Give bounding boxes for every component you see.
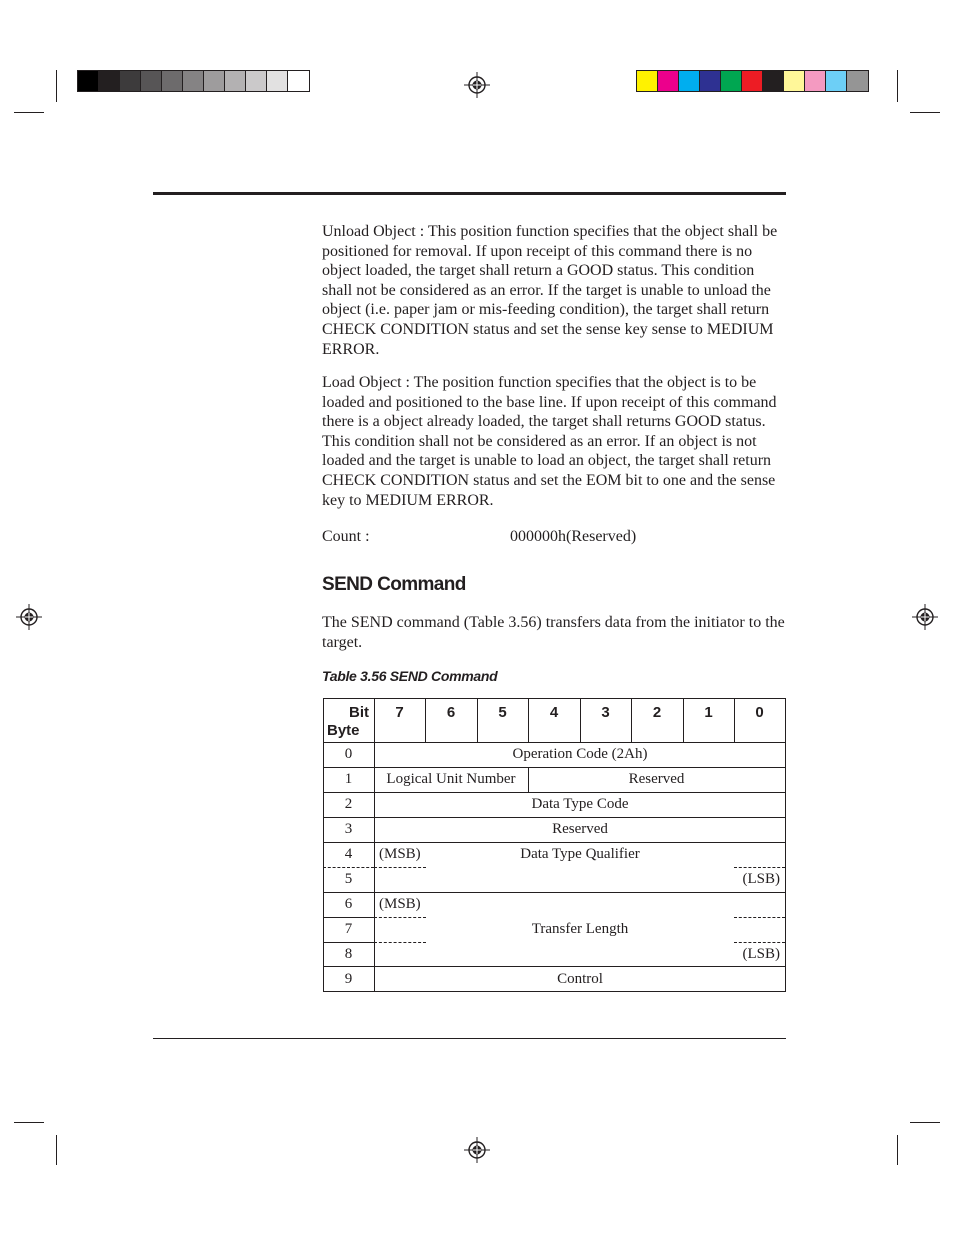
byte-number: 8 <box>344 946 353 962</box>
registration-mark-icon <box>464 1137 490 1163</box>
bit-header: 2 <box>652 704 662 721</box>
color-swatch <box>784 71 805 91</box>
crop-mark <box>14 1122 44 1123</box>
registration-mark-icon <box>912 604 938 630</box>
color-swatch <box>721 71 742 91</box>
byte-number: 4 <box>344 846 353 862</box>
color-swatch <box>763 71 784 91</box>
transfer-length-cell: Transfer Length <box>531 921 629 937</box>
color-swatch <box>700 71 721 91</box>
byte-number: 6 <box>344 896 353 912</box>
color-swatch <box>847 71 868 91</box>
byte-number: 7 <box>344 921 353 937</box>
section-paragraph <box>322 613 786 652</box>
bit-header: 1 <box>704 704 713 721</box>
color-swatch <box>225 71 246 91</box>
bit-header: 6 <box>446 704 456 721</box>
crop-mark <box>897 70 898 102</box>
unload-object-paragraph <box>322 222 786 359</box>
color-swatch <box>637 71 658 91</box>
msb-label: (MSB) <box>379 896 421 912</box>
byte-number: 3 <box>344 821 353 837</box>
msb-label: (MSB) <box>379 846 421 862</box>
color-swatch <box>99 71 120 91</box>
logical-unit-number-cell: Logical Unit Number <box>386 771 516 787</box>
byte-number: 9 <box>344 971 353 987</box>
crop-mark <box>56 1135 57 1165</box>
bit-header: 3 <box>601 704 610 721</box>
crop-mark <box>910 1122 940 1123</box>
header-rule <box>153 192 786 195</box>
byte-number: 5 <box>344 871 353 887</box>
color-swatch <box>267 71 288 91</box>
control-cell: Control <box>557 971 603 987</box>
footer-rule <box>153 1038 786 1039</box>
color-swatch <box>141 71 162 91</box>
unload-object-text: Unload Object : This position function specifies that the object shall be positioned for removal. If upon receipt of this command there is no object loaded, the target shall return a GOOD status. This condition shall not be considered as an error. If the target is unable to unload the object (i.e. paper jam or mis-feeding condition), the target shall return CHECK CONDITION status and set the sense key sense to MEDIUM ERROR. <box>322 223 778 358</box>
header-byte-label: Byte <box>327 722 360 739</box>
color-swatch <box>78 71 99 91</box>
count-value: 000000h(Reserved) <box>510 528 637 545</box>
color-swatch <box>742 71 763 91</box>
color-swatch <box>183 71 204 91</box>
grayscale-color-bar <box>77 70 310 92</box>
byte-number: 0 <box>344 746 353 762</box>
lsb-label: (LSB) <box>742 871 780 887</box>
registration-mark-icon <box>16 604 42 630</box>
count-label: Count : <box>322 528 370 545</box>
byte-number: 2 <box>344 796 353 812</box>
crop-mark <box>897 1135 898 1165</box>
bit-header: 7 <box>395 704 404 721</box>
color-swatch <box>826 71 847 91</box>
send-command-table <box>323 698 786 992</box>
load-object-paragraph <box>322 373 786 510</box>
color-swatch <box>805 71 826 91</box>
color-swatch <box>246 71 267 91</box>
color-swatch <box>162 71 183 91</box>
bit-header: 0 <box>755 704 764 721</box>
crop-mark <box>56 70 57 102</box>
header-bit-label: Bit <box>349 704 369 721</box>
reserved-cell: Reserved <box>552 821 608 837</box>
data-type-qualifier-cell: Data Type Qualifier <box>520 846 640 862</box>
bit-header: 4 <box>549 704 559 721</box>
table-caption: Table 3.56 SEND Command <box>322 668 498 684</box>
crop-mark <box>910 112 940 113</box>
load-object-text: Load Object : The position function specifies that the object is to be loaded and positioned to the base line. If upon receipt of this command there is a object already loaded, the target shall returns GOOD status. This condition shall not be considered as an error. If an object is not loaded and the target is unable to load an object, the target shall return CHECK CONDITION status and set the EOM bit to one and the sense key to MEDIUM ERROR. <box>322 374 777 509</box>
crop-mark <box>14 112 44 113</box>
section-paragraph-text: The SEND command (Table 3.56) transfers data from the initiator to the target. <box>322 614 785 651</box>
color-swatch <box>120 71 141 91</box>
data-type-code-cell: Data Type Code <box>531 796 629 812</box>
reserved-cell: Reserved <box>628 771 685 787</box>
registration-mark-icon <box>464 72 490 98</box>
color-swatch <box>204 71 225 91</box>
section-heading: SEND Command <box>322 574 466 595</box>
color-swatch <box>658 71 679 91</box>
color-swatch <box>288 71 309 91</box>
process-color-bar <box>636 70 869 92</box>
bit-header: 5 <box>498 704 507 721</box>
color-swatch <box>679 71 700 91</box>
operation-code-cell: Operation Code (2Ah) <box>512 746 648 762</box>
lsb-label: (LSB) <box>742 946 780 962</box>
byte-number: 1 <box>344 771 353 787</box>
